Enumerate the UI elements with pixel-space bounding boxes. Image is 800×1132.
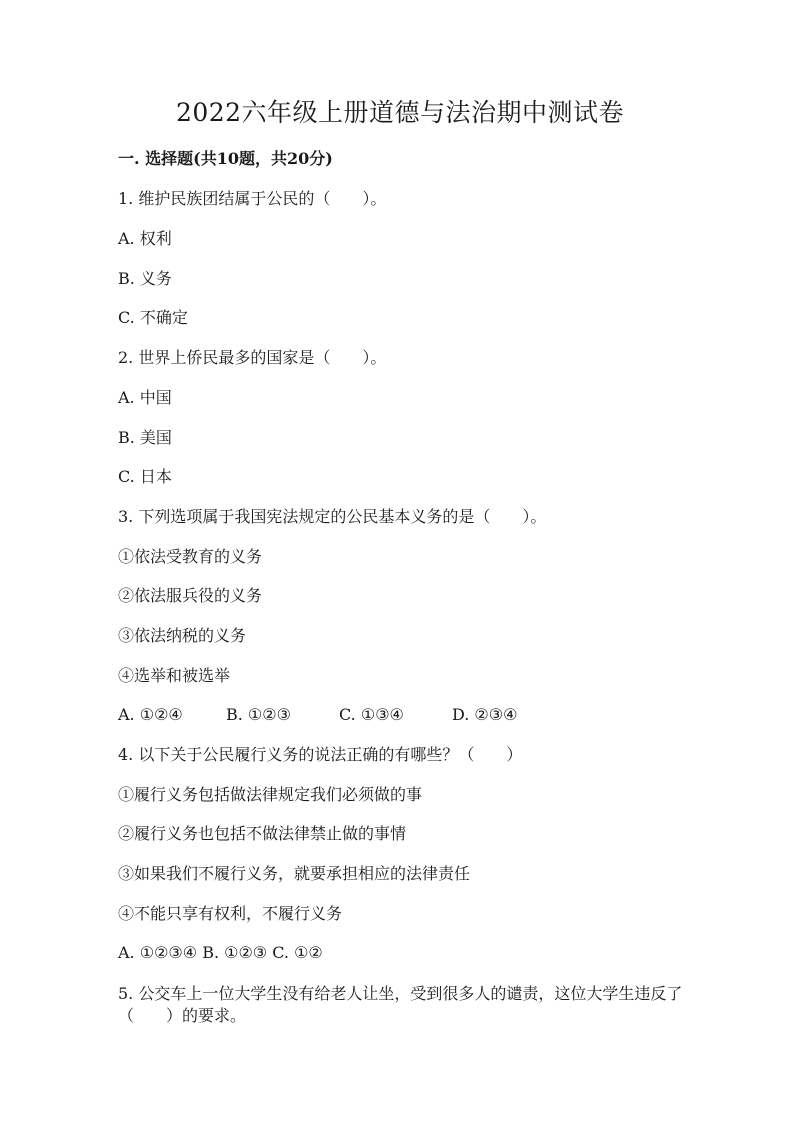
question-2-option-a[interactable]: A. 中国 <box>118 388 172 407</box>
question-4-stem: 4. 以下关于公民履行义务的说法正确的有哪些？（ ） <box>118 745 523 764</box>
page-title: 2022六年级上册道德与法治期中测试卷 <box>175 98 625 127</box>
question-3-choice-d[interactable]: D. ②③④ <box>452 705 518 724</box>
question-4-statement-2: ②履行义务也包括不做法律禁止做的事情 <box>118 824 407 843</box>
question-3-choice-b[interactable]: B. ①②③ <box>226 705 291 724</box>
question-4-statement-4: ④不能只享有权利，不履行义务 <box>118 904 343 923</box>
question-3-statement-3: ③依法纳税的义务 <box>118 626 247 645</box>
question-1-option-a[interactable]: A. 权利 <box>118 229 172 248</box>
question-3-statement-1: ①依法受教育的义务 <box>118 547 263 566</box>
question-1-option-b[interactable]: B. 义务 <box>118 269 172 288</box>
question-4-statement-3: ③如果我们不履行义务，就要承担相应的法律责任 <box>118 864 471 883</box>
question-3-choice-c[interactable]: C. ①③④ <box>339 705 404 724</box>
question-2-option-c[interactable]: C. 日本 <box>118 467 172 486</box>
question-3-stem: 3. 下列选项属于我国宪法规定的公民基本义务的是（ ）。 <box>118 507 547 526</box>
question-5-stem: 5. 公交车上一位大学生没有给老人让坐，受到很多人的谴责，这位大学生违反了（ ）的要求。 <box>118 984 683 1025</box>
question-2-stem: 2. 世界上侨民最多的国家是（ ）。 <box>118 348 387 367</box>
question-3-statement-4: ④选举和被选举 <box>118 666 231 685</box>
question-1-option-c[interactable]: C. 不确定 <box>118 308 188 327</box>
question-3-statement-2: ②依法服兵役的义务 <box>118 586 263 605</box>
section-heading: 一. 选择题(共10题，共20分) <box>118 149 333 168</box>
question-4-statement-1: ①履行义务包括做法律规定我们必须做的事 <box>118 785 423 804</box>
question-1-stem: 1. 维护民族团结属于公民的（ ）。 <box>118 189 387 208</box>
question-3-choice-a[interactable]: A. ①②④ <box>118 705 183 724</box>
question-2-option-b[interactable]: B. 美国 <box>118 428 172 447</box>
question-4-choices[interactable]: A. ①②③④ B. ①②③ C. ①② <box>118 943 323 962</box>
